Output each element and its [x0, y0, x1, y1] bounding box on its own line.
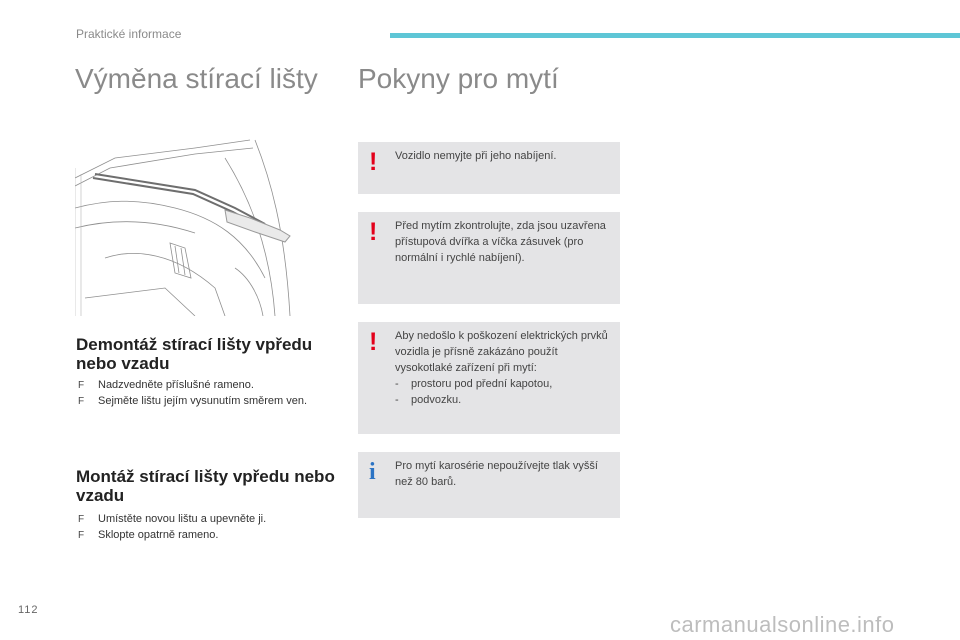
info-note: [358, 452, 620, 518]
warning-icon: !: [369, 148, 378, 176]
warning-icon: !: [369, 218, 378, 246]
section-label: Praktické informace: [76, 27, 182, 41]
step-marker: F: [78, 514, 85, 525]
wiper-illustration: [75, 138, 295, 316]
list-item: F Sejměte lištu jejím vysunutím směrem ven.: [78, 393, 307, 409]
warning-note: [358, 212, 620, 304]
accent-bar: [390, 33, 960, 38]
list-item: - podvozku.: [395, 394, 462, 406]
note-text: Aby nedošlo k poškození elektrických prvků vozidla je přísně zakázáno použít vysokotlaké zařízení při mytí:: [395, 330, 608, 374]
mount-steps-list: [78, 511, 266, 543]
note-text: Vozidlo nemyjte při jeho nabíjení.: [395, 150, 557, 162]
step-marker: F: [78, 530, 85, 541]
step-marker: F: [78, 396, 85, 407]
warning-note: [358, 142, 620, 194]
list-item: - prostoru pod přední kapotou,: [395, 378, 553, 390]
note-text-block: [395, 328, 617, 408]
warning-note: [358, 322, 620, 434]
warning-icon: !: [369, 328, 378, 356]
remove-heading: Demontáž stírací lišty vpředu nebo vzadu: [76, 335, 313, 373]
step-marker: F: [78, 380, 85, 391]
page-title-washing: Pokyny pro mytí: [358, 63, 559, 94]
remove-steps-list: [78, 377, 307, 409]
list-item: F Nadzvedněte příslušné rameno.: [78, 377, 307, 393]
note-text: Pro mytí karosérie nepoužívejte tlak vyšší než 80 barů.: [395, 460, 598, 488]
page-title-wiper: Výměna stírací lišty: [75, 63, 318, 94]
watermark: carmanualsonline.info: [670, 612, 895, 637]
mount-heading: Montáž stírací lišty vpředu nebo vzadu: [76, 467, 335, 505]
note-text: Před mytím zkontrolujte, zda jsou uzavřena přístupová dvířka a víčka zásuvek (pro normální i rychlé nabíjení).: [395, 220, 606, 264]
list-item: F Sklopte opatrně rameno.: [78, 527, 266, 543]
page-number: 112: [18, 604, 39, 616]
list-item: F Umístěte novou lištu a upevněte ji.: [78, 511, 266, 527]
info-icon: i: [369, 459, 376, 485]
